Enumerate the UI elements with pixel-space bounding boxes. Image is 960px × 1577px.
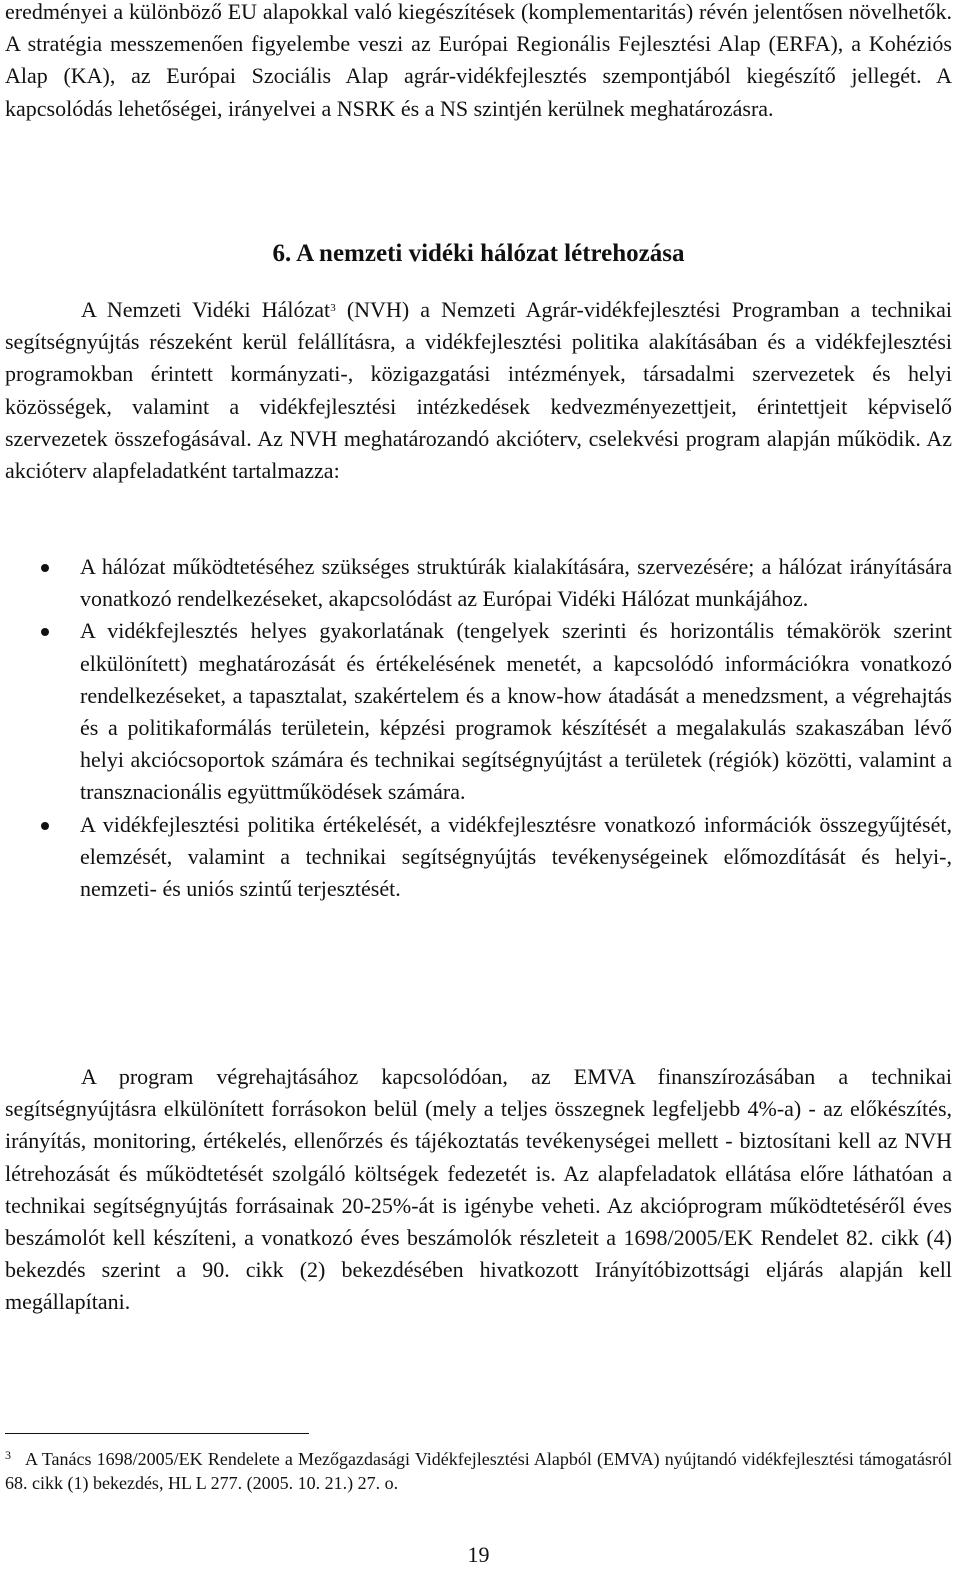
paragraph-nvh-rest: (NVH) a Nemzeti Agrár-vidékfejlesztési Programban a technikai segítségnyújtás részeként kerül felállításra, a vidékfejlesztési politika alakításában és a vidékfejlesztési programokban érintett kormányzati-, közigazgatási intézmények, társadalmi szervezetek és helyi közösségek, valamint a vidékfejlesztési intézkedések kedvezményezettjeit, érintettjeit képviselő szervezetek összefogásával. Az NVH meghatározandó akcióterv, cselekvési program alapján működik. Az akcióterv alapfeladatként tartalmazza: — [5, 297, 952, 484]
page-number: 19 — [467, 1542, 490, 1567]
list-item-text: A vidékfejlesztési politika értékelését, a vidékfejlesztésre vonatkozó információk összegyűjtését, elemzését, valamint a technikai segítségnyújtás tevékenységeinek előmozdítását és helyi-, nemzeti- és uniós szintű terjesztését. — [80, 811, 952, 902]
footnote-text: A Tanács 1698/2005/EK Rendelete a Mezőgazdasági Vidékfejlesztési Alapból (EMVA) nyújtandó vidékfejlesztési támogatásról 68. cikk (1) bekezdés, HL L 277. (2005. 10. 21.) 27. o. — [5, 1449, 952, 1493]
paragraph-nvh — [5, 294, 952, 487]
paragraph-intro: eredményei a különböző EU alapokkal való kiegészítések (komplementaritás) révén jelentősen növelhetők. A stratégia messzemenően figyelembe veszi az Európai Regionális Fejlesztési Alap (ERFA), a Kohéziós Alap (KA), az Európai Szociális Alap agrár-vidékfejlesztés szempontjából kiegészítő jellegét. A kapcsolódás lehetőségei, irányelvei a NSRK és a NS szintjén kerülnek meghatározásra. — [5, 0, 952, 121]
footnote — [5, 1447, 952, 1495]
footnote-mark: 3 — [5, 1448, 11, 1462]
footnote-divider — [5, 1433, 309, 1434]
list-item-text: A vidékfejlesztés helyes gyakorlatának (tengelyek szerinti és horizontális témakörök szerint elkülönített) meghatározását és értékelésének menetét, a kapcsolódó információkra vonatkozó rendelkezéseket, a tapasztalat, szakértelem és a know-how átadását a menedzsment, a végrehajtás és a politikaformálás területein, képzési programok készítését a megalakulás szakaszában lévő helyi akciócsoportok számára és technikai segítségnyújtást a területek (régiók) közötti, valamint a transznacionális együttműködések számára. — [80, 618, 952, 805]
bullet-icon — [41, 564, 49, 572]
task-list — [5, 551, 952, 905]
list-item — [5, 551, 952, 615]
section-heading: 6. A nemzeti vidéki hálózat létrehozása — [272, 239, 685, 267]
list-item — [5, 615, 952, 808]
bullet-icon — [41, 628, 49, 636]
paragraph-financing: A program végrehajtásához kapcsolódóan, az EMVA finanszírozásában a technikai segítségnyújtásra elkülönített forrásokon belül (mely a teljes összegnek legfeljebb 4%-a) - az előkészítés, irányítás, monitoring, értékelés, ellenőrzés és tájékoztatás tevékenységei mellett - biztosítani kell az NVH létrehozását és működtetését szolgáló költségek fedezetét is. Az alapfeladatok ellátása előre láthatóan a technikai segítségnyújtás forrásainak 20-25%-át is igénybe veheti. Az akcióprogram működtetéséről éves beszámolót kell készíteni, a vonatkozó éves beszámolók részleteit a 1698/2005/EK Rendelet 82. cikk (4) bekezdés szerint a 90. cikk (2) bekezdésében hivatkozott Irányítóbizottsági eljárás alapján kell megállapítani. — [5, 1064, 952, 1315]
bullet-icon — [41, 822, 49, 830]
list-item-text: A hálózat működtetéséhez szükséges struktúrák kialakítására, szervezésére; a hálózat irányítására vonatkozó rendelkezéseket, akapcsolódást az Európai Vidéki Hálózat munkájához. — [80, 554, 952, 612]
footnote-reference[interactable]: 3 — [330, 302, 336, 314]
list-item — [5, 809, 952, 906]
paragraph-nvh-start: A Nemzeti Vidéki Hálózat — [81, 297, 331, 322]
